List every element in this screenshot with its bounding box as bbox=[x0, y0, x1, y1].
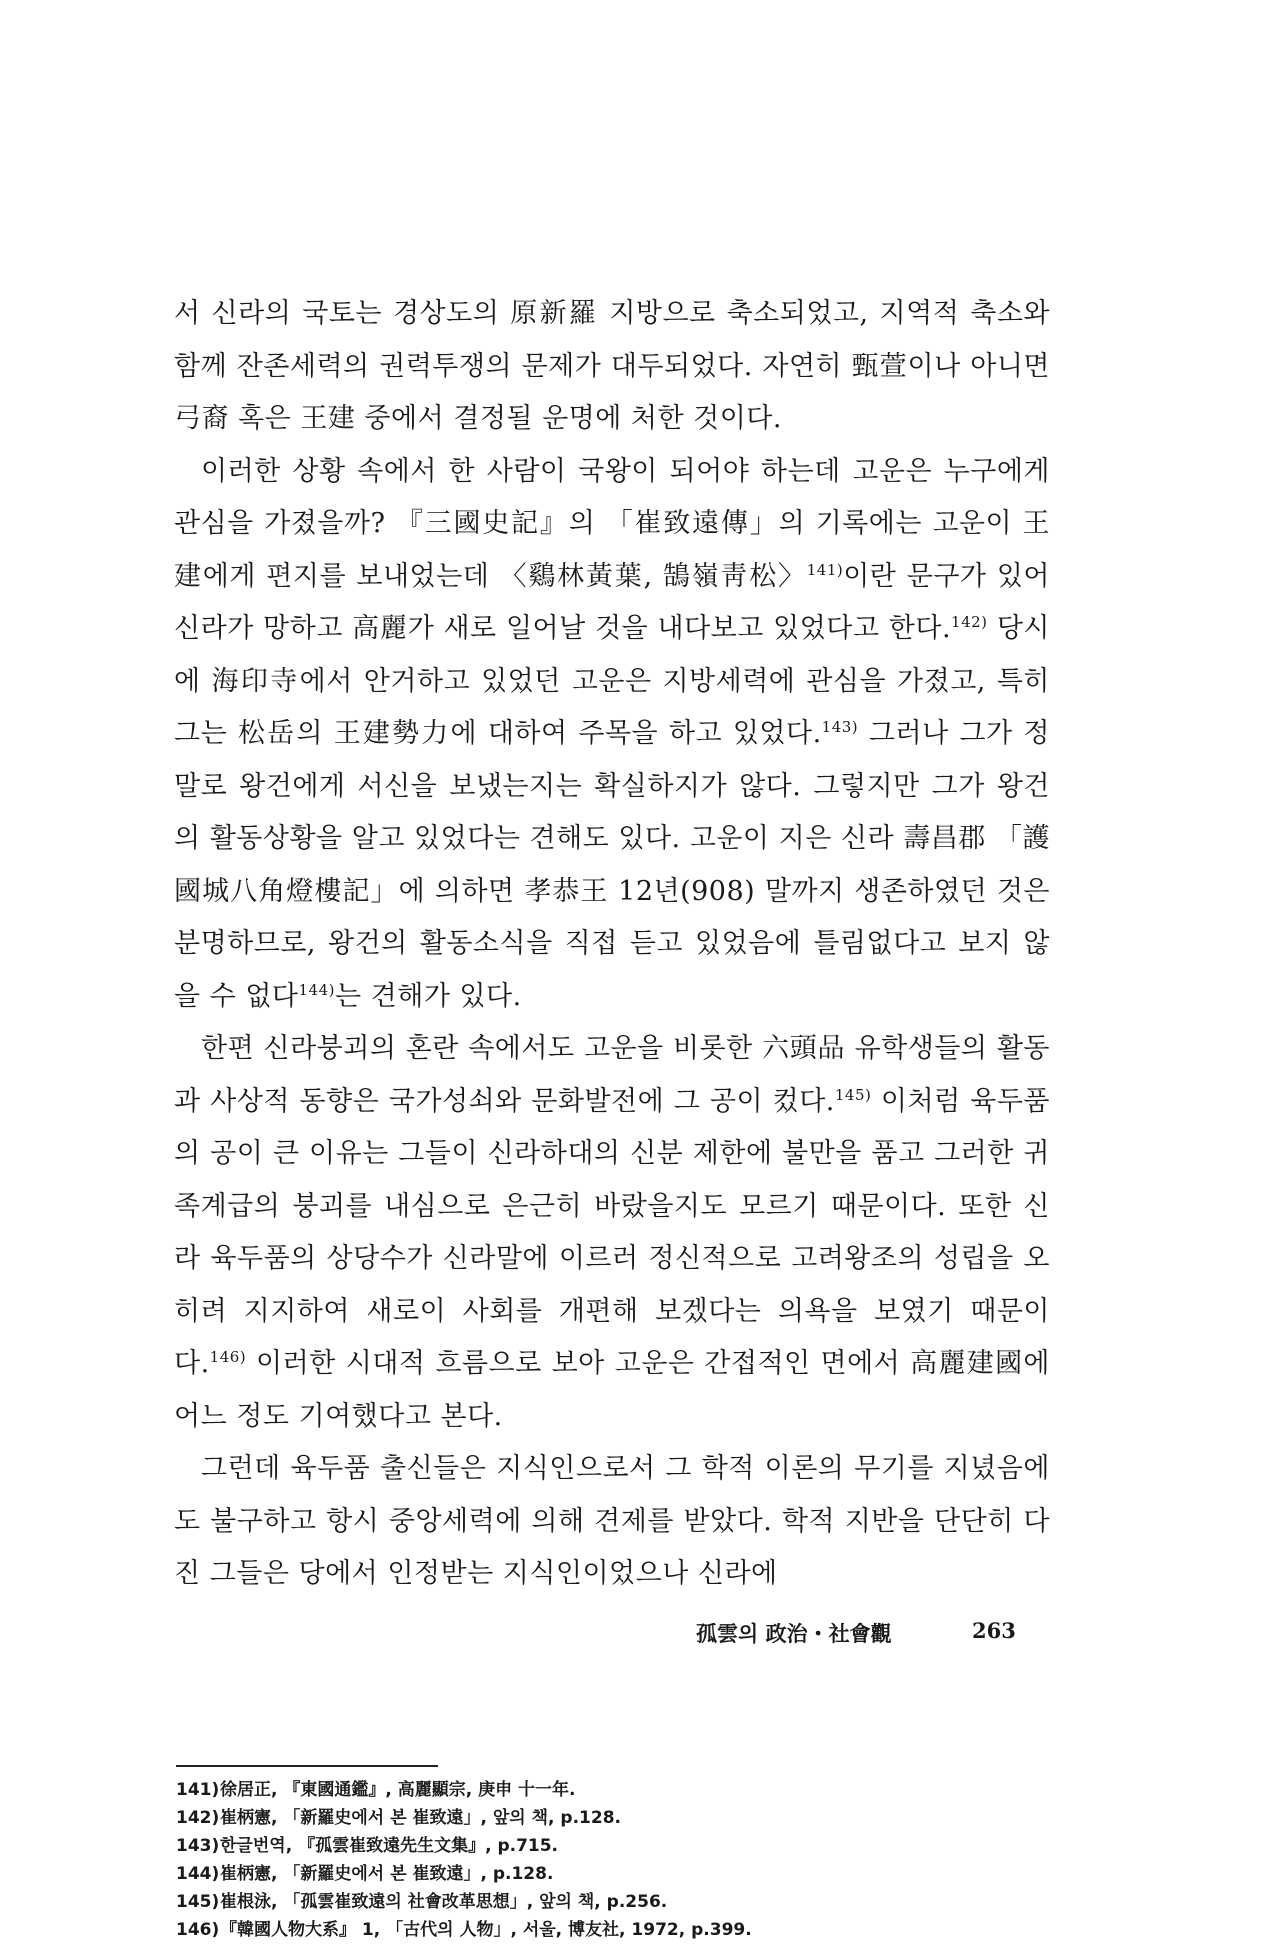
text-run: 이처럼 육두품의 공이 큰 이유는 그들이 신라하대의 신분 제한에 불만을 품고 그러한 귀족계급의 붕괴를 내심으로 은근히 바랐을지도 모르기 때문이다. 또한 신라 육두품의 상당수가 신라말에 이르러 정신적으로 고려왕조의 성립을 오히려 지지하여 새로이 사회를 개편해 보겠다는 의욕을 보였기 때문이다. bbox=[174, 1085, 1050, 1379]
footnote-ref: 144) bbox=[298, 980, 335, 999]
text-run: 당시에 海印寺에서 안거하고 있었던 고운은 지방세력에 관심을 가졌고, 특히 그는 松岳의 王建勢力에 대하여 주목을 하고 있었다. bbox=[174, 613, 1050, 749]
footnote-ref: 142) bbox=[951, 613, 988, 631]
text-run: 한편 신라붕괴의 혼란 속에서도 고운을 비롯한 六頭品 유학생들의 활동과 사상적 동향은 국가성쇠와 문화발전에 그 공이 컸다. bbox=[174, 1033, 1050, 1117]
footnote-number: 144) bbox=[176, 1864, 220, 1884]
footnote-number: 142) bbox=[176, 1808, 220, 1828]
footnote bbox=[176, 1888, 1036, 1916]
page-number: 263 bbox=[972, 1618, 1016, 1643]
footnote-text: 崔根泳, 「孤雲崔致遠의 社會改革思想」, 앞의 책, p.256. bbox=[220, 1892, 668, 1912]
running-footer-title: 孤雲의 政治・社會觀 bbox=[696, 1621, 892, 1646]
footnote-ref: 143) bbox=[821, 718, 859, 736]
paragraph bbox=[174, 446, 1050, 1024]
footnote-ref: 146) bbox=[209, 1348, 247, 1366]
text-run: 이란 문구가 있어 신라가 망하고 高麗가 새로 일어날 것을 내다보고 있었다고 한다. bbox=[174, 560, 1050, 644]
footnote-ref: 145) bbox=[834, 1085, 872, 1104]
footnote-text: 한글번역, 『孤雲崔致遠先生文集』, p.715. bbox=[220, 1836, 559, 1856]
footnote-text: 『韓國人物大系』 1, 「古代의 人物」, 서울, 博友社, 1972, p.399. bbox=[220, 1920, 752, 1940]
text-run: 이러한 시대적 흐름으로 보아 고운은 간접적인 면에서 高麗建國에 어느 정도 기여했다고 본다. bbox=[174, 1348, 1050, 1432]
body-text bbox=[174, 288, 1050, 1601]
paragraph bbox=[174, 288, 1050, 446]
footnote-divider bbox=[176, 1765, 438, 1767]
footnote bbox=[176, 1916, 1036, 1944]
footnote-number: 143) bbox=[176, 1836, 220, 1856]
text-run: 는 견해가 있다. bbox=[334, 980, 522, 1012]
footnote-number: 146) bbox=[176, 1920, 220, 1940]
footnote-number: 141) bbox=[176, 1780, 220, 1800]
text-run: 그런데 육두품 출신들은 지식인으로서 그 학적 이론의 무기를 지녔음에도 불구하고 항시 중앙세력에 의해 견제를 받았다. 학적 지반을 단단히 다진 그들은 당에서 인정받는 지식인이었으나 신라에 bbox=[174, 1453, 1050, 1589]
text-run: 이러한 상황 속에서 한 사람이 국왕이 되어야 하는데 고운은 누구에게 관심을 가졌을까? 『三國史記』의 「崔致遠傳」의 기록에는 고운이 王建에게 편지를 보내었는데 〈鷄林黃葉, 鵠嶺靑松〉 bbox=[174, 455, 1050, 592]
paragraph bbox=[174, 1023, 1050, 1443]
footnote bbox=[176, 1804, 1036, 1832]
footnotes bbox=[176, 1776, 1036, 1944]
footnote bbox=[176, 1860, 1036, 1888]
footnote-number: 145) bbox=[176, 1892, 220, 1912]
footnote-text: 徐居正, 『東國通鑑』, 高麗顯宗, 庚申 十一年. bbox=[220, 1780, 576, 1800]
footnote bbox=[176, 1776, 1036, 1804]
footnote bbox=[176, 1832, 1036, 1860]
footnote-text: 崔柄憲, 「新羅史에서 본 崔致遠」, p.128. bbox=[220, 1864, 554, 1884]
footnote-ref: 141) bbox=[806, 560, 844, 579]
paragraph bbox=[174, 1443, 1050, 1601]
text-run: 서 신라의 국토는 경상도의 原新羅 지방으로 축소되었고, 지역적 축소와 함께 잔존세력의 권력투쟁의 문제가 대두되었다. 자연히 甄萱이나 아니면 弓裔 혹은 王建 중에서 결정될 운명에 처한 것이다. bbox=[174, 298, 1050, 434]
text-run: 그러나 그가 정말로 왕건에게 서신을 보냈는지는 확실하지가 않다. 그렇지만 그가 왕건의 활동상황을 알고 있었다는 견해도 있다. 고운이 지은 신라 壽昌郡 「護國城八角燈樓記」에 의하면 孝恭王 12년(908) 말까지 생존하였던 것은 분명하므로, 왕건의 활동소식을 직접 듣고 있었음에 틀림없다고 보지 않을 수 없다 bbox=[174, 718, 1050, 1012]
footnote-text: 崔柄憲, 「新羅史에서 본 崔致遠」, 앞의 책, p.128. bbox=[220, 1808, 621, 1828]
